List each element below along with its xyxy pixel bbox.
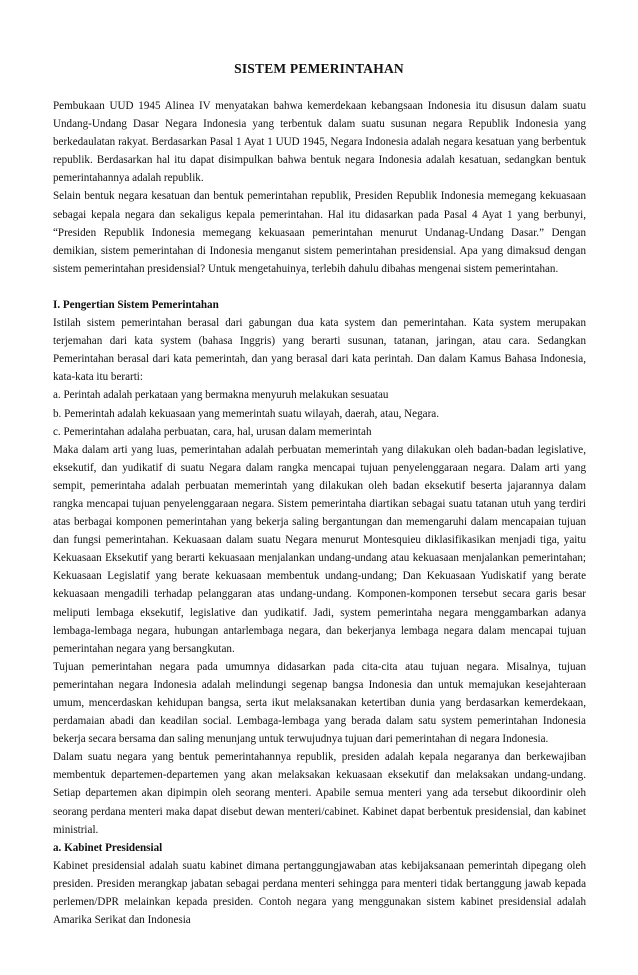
document-title: SISTEM PEMERINTAHAN (234, 61, 404, 76)
definition-list-item: b. Pemerintah adalah kekuasaan yang memerintah suatu wilayah, daerah, atau, Negara. (53, 407, 439, 420)
document-body (53, 97, 586, 929)
definition-list-item: a. Perintah adalah perkataan yang bermakna menyuruh melakukan sesuatau (53, 389, 389, 402)
subsection-paragraph: Kabinet presidensial adalah suatu kabinet dimana pertanggungjawaban atas kebijaksanaan pemerintah dipegang oleh presiden. Presiden merangkap jabatan sebagai perdana menteri sehingga para menteri tidak bertanggung jawab kepada perlemen/DPR melainkan kepada presiden. Contoh negara yang menggunakan sistem kabinet presidensial adalah Amarika Serikat dan Indonesia (53, 859, 586, 927)
section-spacer (53, 278, 586, 296)
section-paragraph-2: Tujuan pemerintahan negara pada umumnya didasarkan pada cita-cita atau tujuan negara. Misalnya, tujuan pemerintahan negara Indonesia adalah melindungi segenap bangsa Indonesia dan untuk memajukan kesejahteraan umum, mencerdaskan kehidupan bangsa, serta ikut melaksanakan ketertiban dunia yang berdasarkan kemerdekaan, perdamaian abadi dan keadilan social. Lembaga-lembaga yang berada dalam satu system pemerintahan Indonesia bekerja secara bersama dan saling menunjang untuk terwujudnya tujuan dari pemerintahan di negara Indonesia. (53, 660, 586, 746)
section-heading-pengertian: I. Pengertian Sistem Pemerintahan (53, 298, 219, 311)
intro-paragraph-1: Pembukaan UUD 1945 Alinea IV menyatakan bahwa kemerdekaan kebangsaan Indonesia itu disusun dalam suatu Undang-Undang Dasar Negara Indonesia yang terbentuk dalam suatu susunan negara Republik Indonesia yang berkedaulatan rakyat. Berdasarkan Pasal 1 Ayat 1 UUD 1945, Negara Indonesia adalah negara kesatuan yang berbentuk republik. Berdasarkan hal itu dapat disimpulkan bahwa bentuk negara Indonesia adalah kesatuan, sedangkan bentuk pemerintahannya adalah republik. (53, 100, 586, 185)
section-intro-paragraph: Istilah sistem pemerintahan berasal dari gabungan dua kata system dan pemerintahan. Kata system merupakan terjemahan dari kata system (bahasa Inggris) yang berarti susunan, tatanan, jaringan, atau cara. Sedangkan Pemerintahan berasal dari kata pemerintah, dan yang berasal dari kata perintah. Dan dalam Kamus Bahasa Indonesia, kata-kata itu berarti: (53, 317, 586, 384)
subsection-heading-kabinet-presidensial: a. Kabinet Presidensial (53, 841, 163, 854)
intro-paragraph-2: Selain bentuk negara kesatuan dan bentuk pemerintahan republik, Presiden Republik Indonesia memegang kekuasaan sebagai kepala negara dan sekaligus kepala pemerintahan. Hal itu didasarkan pada Pasal 4 Ayat 1 yang berbunyi, “Presiden Republik Indonesia memegang kekuasaan pemerintahan menurut Undanag-Undang Dasar.” Dengan demikian, sistem pemerintahan di Indonesia menganut sistem pemerintahan presidensial. Apa yang dimaksud dengan sistem pemerintahan presidensial? Untuk mengetahuinya, terlebih dahulu dibahas mengenai sistem pemerintahan. (53, 190, 586, 275)
definition-list-item: c. Pemerintahan adalaha perbuatan, cara, hal, urusan dalam memerintah (53, 425, 372, 438)
section-paragraph-1: Maka dalam arti yang luas, pemerintahan adalah perbuatan memerintah yang dilakukan oleh badan-badan legislative, eksekutif, dan yudikatif di suatu Negara dalam rangka mencapai tujuan penyelenggaraan negara. Dalam arti yang sempit, pemerintaha adalah perbuatan memerintah yang dilakukan oleh badan eksekutif beserta jajarannya dalam rangka mencapai tujuan penyelenggaraan negara. Sistem pemerintaha diartikan sebagai suatu tatanan utuh yang terdiri atas berbagai komponen pemerintahan yang bekerja saling bergantungan dan memengaruhi dalam mencapaian tujuan dan fungsi pemerintahan. Kekuasaan dalam suatu Negara menurut Montesquieu diklasifikasikan menjadi tiga, yaitu Kekuasaan Eksekutif yang berarti kekuasaan menjalankan undang-undang atau kekuasaan menjalankan pemerintahan; Kekuasaan Legislatif yang berate kekuasaan membentuk undang-undang; Dan Kekuasaan Yudiskatif yang berate kekuasaan mengadili terhadap pelanggaran atas undang-undang. Komponen-komponen tersebut secara garis besar meliputi lembaga eksekutif, legislative dan yudikatif. Jadi, system pemerintaha negara menggambarkan adanya lembaga-lembaga negara, hubungan antarlembaga negara, dan bekerjanya lembaga negara dalam mencapai tujuan pemerintahan negara yang bersangkutan. (53, 443, 586, 655)
section-paragraph-3: Dalam suatu negara yang bentuk pemerintahannya republik, presiden adalah kepala negaranya dan berkewajiban membentuk departemen-departemen yang akan melaksakan kekuasaan eksekutif dan melaksakan undang-undang. Setiap departemen akan dipimpin oleh seorang menteri. Apabile semua menteri yang ada tersebut dikoordinir oleh seorang perdana menteri maka dapat disebut dewan menteri/cabinet. Kabinet dapat berbentuk presidensial, dan kabinet ministrial. (53, 751, 586, 836)
